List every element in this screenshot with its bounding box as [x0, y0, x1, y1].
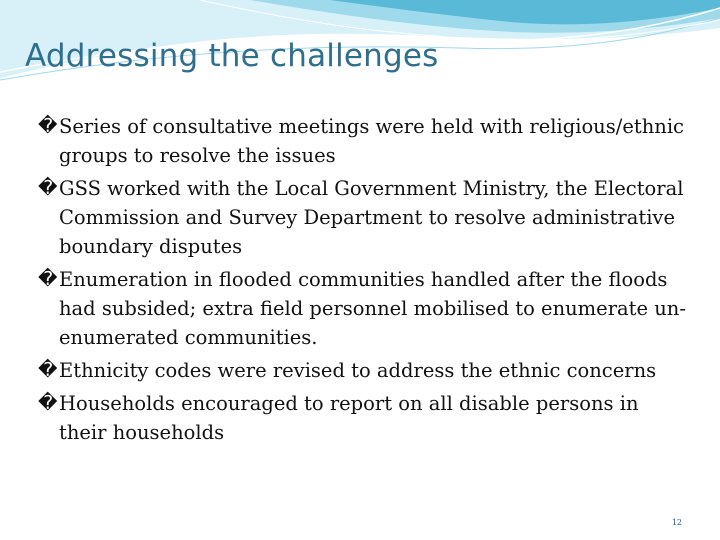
bullet-marker-icon: � — [38, 392, 58, 414]
bullet-item — [38, 356, 688, 385]
bullet-item — [38, 174, 688, 261]
bullet-text: Enumeration in flooded communities handled after the floods had subsided; extra field personnel mobilised to enumerate un-enumerated communities. — [59, 268, 686, 349]
bullet-marker-icon: � — [38, 359, 58, 381]
bullet-text: Households encouraged to report on all disable persons in their households — [59, 392, 639, 444]
bullet-item — [38, 265, 688, 352]
bullet-text: GSS worked with the Local Government Ministry, the Electoral Commission and Survey Department to resolve administrative boundary disputes — [59, 177, 684, 258]
bullet-text: Ethnicity codes were revised to address the ethnic concerns — [59, 359, 657, 382]
bullet-item — [38, 389, 688, 447]
bullet-text: Series of consultative meetings were held with religious/ethnic groups to resolve the issues — [59, 115, 684, 167]
bullet-marker-icon: � — [38, 115, 58, 137]
bullet-marker-icon: � — [38, 268, 58, 290]
bullet-item — [38, 112, 688, 170]
bullet-marker-icon: � — [38, 177, 58, 199]
page-number: 12 — [671, 518, 682, 527]
bullet-list — [38, 112, 688, 451]
slide-title: Addressing the challenges — [25, 38, 439, 74]
